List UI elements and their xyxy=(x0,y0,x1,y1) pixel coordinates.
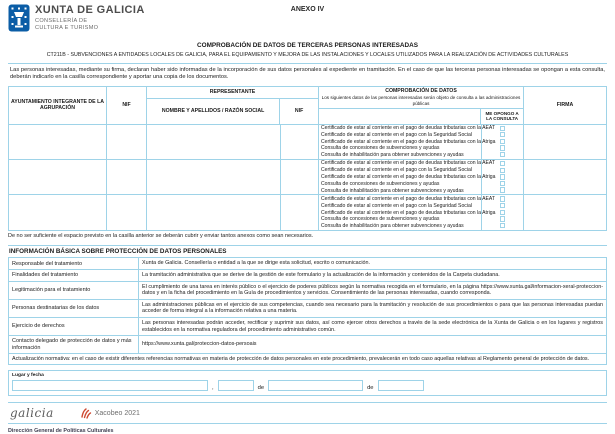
privacy-row xyxy=(9,300,606,318)
privacy-note-row xyxy=(9,354,606,365)
table-row xyxy=(9,194,606,229)
nif-cell[interactable] xyxy=(107,195,147,229)
privacy-label: Responsable del tratamiento xyxy=(9,258,139,269)
privacy-row xyxy=(9,258,606,270)
privacy-value: Las administraciones públicas en el ejercicio de sus competencias, cuando sea necesario para la tramitación y resolución de sus procedimientos o para que las personas interesadas puedan acceder de forma integral a la información relativa a una materia. xyxy=(142,301,603,315)
footer-department: Dirección General de Políticas Culturales xyxy=(8,428,114,434)
representante-nombre-cell[interactable] xyxy=(147,160,281,194)
firma-cell[interactable] xyxy=(524,125,606,159)
ayuntamiento-cell[interactable] xyxy=(9,160,107,194)
privacy-row xyxy=(9,336,606,354)
consulta-item-label: Certificado de estar al corriente en el pago de deudas tributarias con la AEAT xyxy=(321,160,496,167)
consulta-item-label: Consulta de concesiones de subvenciones y ayudas xyxy=(321,145,440,152)
oppose-checkbox[interactable] xyxy=(500,152,506,157)
table-footnote: De no ser suficiente el espacio previsto en la casilla anterior se deberán cubrir y enviar tantos anexos como sean necesarios. xyxy=(8,232,314,239)
privacy-value: Xunta de Galicia. Consellería o entidad a la que se dirige esta solicitud, escrito o comunicación. xyxy=(142,260,371,267)
de-label-1: de xyxy=(257,385,265,392)
consulta-item-label: Certificado de estar al corriente en el pago con la Seguridad Social xyxy=(321,167,472,174)
firma-cell[interactable] xyxy=(524,160,606,194)
header-cert-spacer xyxy=(319,109,481,124)
year-input[interactable] xyxy=(378,380,424,391)
comma-separator: , xyxy=(212,385,214,392)
xunta-crest-icon xyxy=(8,4,30,32)
annex-label: ANEXO IV xyxy=(290,6,325,13)
footer-logo-strip xyxy=(8,403,607,424)
consulta-item-label: Certificado de estar al corriente en el pago de deudas tributarias con la Atriga xyxy=(321,209,496,216)
ayuntamiento-cell[interactable] xyxy=(9,195,107,229)
oppose-checkbox[interactable] xyxy=(500,203,506,208)
consulta-item-label: Consulta de concesiones de subvenciones y ayudas xyxy=(321,216,440,223)
header-representante-group xyxy=(147,87,319,124)
oppose-checkbox[interactable] xyxy=(500,223,506,228)
nif-cell[interactable] xyxy=(107,125,147,159)
privacy-section xyxy=(8,245,607,365)
firma-cell[interactable] xyxy=(524,195,606,229)
header-nif: NIF xyxy=(107,87,147,124)
consulta-item-label: Certificado de estar al corriente en el pago de deudas tributarias con la AEAT xyxy=(321,125,496,131)
intro-paragraph: Las personas interesadas, mediante su firma, declaran haber sido informadas de la incorporación de sus datos personales al expediente en tramitación. En el caso de que las terceras personas interesadas se opongan a esta consulta, deberán indicarlo en la casilla correspondiente y aportar una copia de los documentos. xyxy=(8,63,607,84)
oppose-checkbox[interactable] xyxy=(500,181,506,186)
place-date-section xyxy=(8,370,607,396)
header-comprobacion xyxy=(319,87,523,109)
oppose-checkbox[interactable] xyxy=(500,145,506,150)
table-row xyxy=(9,124,606,159)
interested-persons-table xyxy=(8,86,607,231)
privacy-label: Ejercicio de derechos xyxy=(9,318,139,335)
brand-department xyxy=(35,18,145,31)
oppose-checkbox[interactable] xyxy=(500,139,506,144)
consulta-item-label: Certificado de estar al corriente en el pago con la Seguridad Social xyxy=(321,131,472,138)
xacobeo-label: Xacobeo 2021 xyxy=(94,409,140,417)
consulta-item-label: Consulta de inhabilitación para obtener subvenciones y ayudas xyxy=(321,187,464,194)
consulta-item-label: Certificado de estar al corriente en el pago de deudas tributarias con la Atriga xyxy=(321,174,496,181)
privacy-label: Finalidades del tratamiento xyxy=(9,270,139,281)
consulta-items-cell xyxy=(319,195,496,230)
privacy-row xyxy=(9,270,606,282)
header-nombre-apellidos: NOMBRE Y APELLIDOS / RAZÓN SOCIAL xyxy=(147,99,280,124)
de-label-2: de xyxy=(367,385,374,392)
privacy-value: El cumplimiento de una tarea en interés público o el ejercicio de poderes públicos según la normativa recogida en el formulario, en la página https://www.xunta.gal/informacion-xeral-proteccion-datos y en la ficha del procedimiento en la Guía de procedimientos y servicios. Consentimiento de las personas interesadas, cuando corresponda. xyxy=(142,283,603,297)
privacy-title: INFORMACIÓN BÁSICA SOBRE PROTECCIÓN DE DATOS PERSONALES xyxy=(9,248,227,256)
brand-text xyxy=(35,4,145,31)
privacy-label: Legitimación para el tratamiento xyxy=(9,282,139,299)
header-firma: FIRMA xyxy=(556,102,574,108)
privacy-label: Personas destinatarias de los datos xyxy=(9,300,139,317)
page-header xyxy=(8,4,607,40)
xacobeo-icon xyxy=(80,407,92,419)
xacobeo-logo xyxy=(80,407,140,419)
header-me-opongo: ME OPONGO A LA CONSULTA xyxy=(485,110,519,121)
consulta-item-label: Consulta de inhabilitación para obtener subvenciones y ayudas xyxy=(321,223,464,230)
privacy-table xyxy=(8,257,607,365)
consulta-items-cell xyxy=(319,125,496,159)
place-input[interactable] xyxy=(12,380,208,391)
header-representante-nif: NIF xyxy=(294,108,304,114)
department-line2: CULTURA E TURISMO xyxy=(35,24,99,31)
consulta-items-cell xyxy=(319,160,496,194)
privacy-value: Las personas interesadas podrán acceder, rectificar y suprimir sus datos, así como ejercer otros derechos a través de la sede electrónica de la Xunta de Galicia o en los lugares y registros establecidos en la normativa reguladora del procedimiento administrativo común. xyxy=(142,320,603,333)
header-comprobacion-group xyxy=(319,87,524,124)
oppose-checkbox[interactable] xyxy=(500,132,506,137)
consulta-item-label: Consulta de inhabilitación para obtener subvenciones y ayudas xyxy=(321,152,464,159)
oppose-checkbox[interactable] xyxy=(500,161,506,166)
form-subtitle: CT211B - SUBVENCIONES A ENTIDADES LOCALES DE GALICIA, PARA EL EQUIPAMIENTO Y MEJORA DE LAS INSTALACIONES Y LOCALES UTILIZADOS PARA LA REALIZACIÓN DE ACTIVIDADES CULTURALES xyxy=(46,51,569,58)
department-line1: CONSELLERÍA DE xyxy=(35,18,88,24)
brand-name: XUNTA DE GALICIA xyxy=(35,4,145,16)
privacy-row xyxy=(9,282,606,300)
place-date-label: Lugar y fecha xyxy=(12,372,44,378)
consulta-item-label: Certificado de estar al corriente en el pago con la Seguridad Social xyxy=(321,202,472,209)
oppose-checkbox[interactable] xyxy=(500,168,506,173)
representante-nombre-cell[interactable] xyxy=(147,195,281,229)
privacy-value: La tramitación administrativa que se derive de la gestión de este formulario y la actualización de la información y contenidos de la Carpeta ciudadana. xyxy=(142,272,500,279)
oppose-checkbox[interactable] xyxy=(500,174,506,179)
oppose-checkbox[interactable] xyxy=(500,187,506,192)
representante-nif-cell[interactable] xyxy=(281,160,319,194)
representante-nif-cell[interactable] xyxy=(281,195,319,229)
table-row xyxy=(9,159,606,194)
place-date-fields xyxy=(12,380,603,391)
privacy-link[interactable]: https://www.xunta.gal/proteccion-datos-persoais xyxy=(142,341,257,348)
oppose-checkbox-column xyxy=(482,160,524,194)
oppose-checkbox[interactable] xyxy=(500,196,506,201)
header-ayuntamiento: AYUNTAMIENTO INTEGRANTE DE LA AGRUPACIÓN xyxy=(9,87,107,124)
month-input[interactable] xyxy=(268,380,363,391)
representante-nif-cell[interactable] xyxy=(281,125,319,159)
oppose-checkbox[interactable] xyxy=(500,126,506,131)
table-header xyxy=(9,87,606,124)
comprobacion-title: COMPROBACIÓN DE DATOS xyxy=(385,88,457,95)
oppose-checkbox[interactable] xyxy=(500,210,506,215)
oppose-checkbox-column xyxy=(482,125,524,159)
oppose-checkbox[interactable] xyxy=(500,216,506,221)
day-input[interactable] xyxy=(218,380,254,391)
consulta-item-label: Consulta de concesiones de subvenciones y ayudas xyxy=(321,180,440,187)
header-representante: REPRESENTANTE xyxy=(147,87,318,99)
consulta-item-label: Certificado de estar al corriente en el pago de deudas tributarias con la AEAT xyxy=(321,195,496,202)
comprobacion-subtitle: Los siguientes datos de las personas interesadas serán objeto de consulta a las administraciones públicas xyxy=(321,95,521,106)
form-title: COMPROBACIÓN DE DATOS DE TERCERAS PERSONAS INTERESADAS xyxy=(197,42,418,49)
oppose-checkbox-column xyxy=(482,195,524,229)
nif-cell[interactable] xyxy=(107,160,147,194)
ayuntamiento-cell[interactable] xyxy=(9,125,107,159)
table-body xyxy=(9,124,606,230)
privacy-label: Contacto delegado de protección de datos y más información xyxy=(9,336,139,353)
consulta-item-label: Certificado de estar al corriente en el pago de deudas tributarias con la Atriga xyxy=(321,138,496,145)
privacy-note: Actualización normativa: en el caso de existir diferentes referencias normativas en materia de protección de datos personales en este procedimiento, prevalecerán en todo caso aquellas relativas al Reglamento general de protección de datos. xyxy=(12,355,590,362)
privacy-row xyxy=(9,318,606,336)
galicia-logo: galicia xyxy=(10,406,54,421)
representante-nombre-cell[interactable] xyxy=(147,125,281,159)
